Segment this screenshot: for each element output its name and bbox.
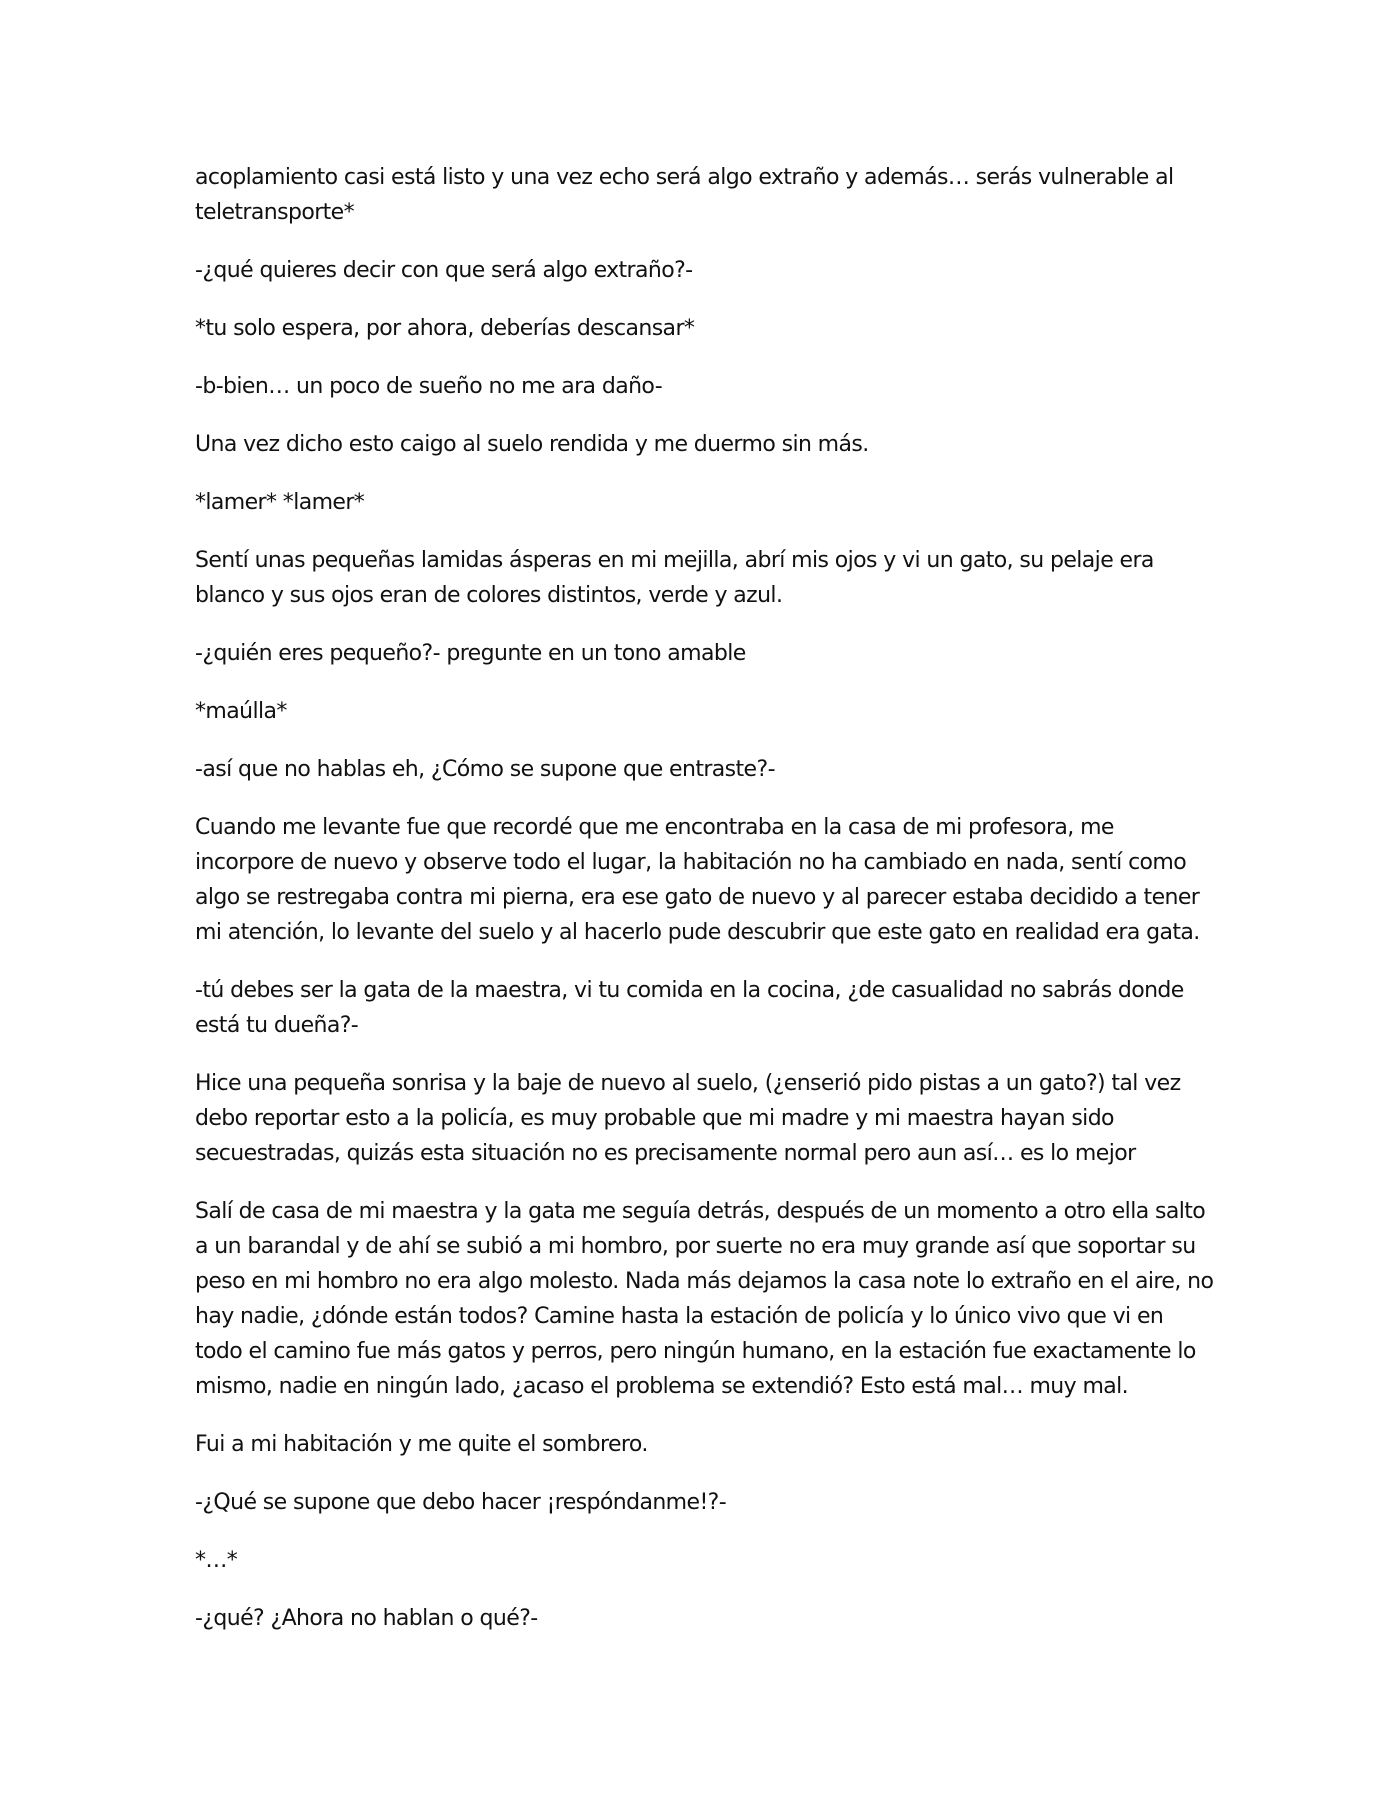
paragraph: -así que no hablas eh, ¿Cómo se supone que entraste?- — [195, 757, 775, 782]
paragraph: *maúlla* — [195, 699, 287, 724]
paragraph: *lamer* *lamer* — [195, 490, 365, 515]
paragraph: -b-bien… un poco de sueño no me ara daño- — [195, 374, 663, 399]
paragraph: -tú debes ser la gata de la maestra, vi tu comida en la cocina, ¿de casualidad no sabrás donde está tu dueña?- — [195, 978, 1184, 1038]
paragraph: *…* — [195, 1548, 238, 1573]
paragraph: Una vez dicho esto caigo al suelo rendida y me duermo sin más. — [195, 432, 869, 457]
paragraph: -¿quién eres pequeño?- pregunte en un tono amable — [195, 641, 746, 666]
paragraph: Cuando me levante fue que recordé que me encontraba en la casa de mi profesora, me incorpore de nuevo y observe todo el lugar, la habitación no ha cambiado en nada, sentí como algo se restregaba contra mi pierna, era ese gato de nuevo y al parecer estaba decidido a tener mi atención, lo levante del suelo y al hacerlo pude descubrir que este gato en realidad era gata. — [195, 815, 1200, 945]
paragraph: Sentí unas pequeñas lamidas ásperas en mi mejilla, abrí mis ojos y vi un gato, su pelaje era blanco y sus ojos eran de colores distintos, verde y azul. — [195, 548, 1154, 608]
paragraph: -¿qué quieres decir con que será algo extraño?- — [195, 258, 693, 283]
paragraph: *tu solo espera, por ahora, deberías descansar* — [195, 316, 695, 341]
paragraph: -¿Qué se supone que debo hacer ¡respóndanme!?- — [195, 1490, 727, 1515]
document-body — [195, 160, 1215, 1659]
paragraph: -¿qué? ¿Ahora no hablan o qué?- — [195, 1606, 538, 1631]
paragraph: acoplamiento casi está listo y una vez echo será algo extraño y además… serás vulnerable al teletransporte* — [195, 165, 1174, 225]
paragraph: Hice una pequeña sonrisa y la baje de nuevo al suelo, (¿enserió pido pistas a un gato?) tal vez debo reportar esto a la policía, es muy probable que mi madre y mi maestra hayan sido secuestradas, quizás esta situación no es precisamente normal pero aun así… es lo mejor — [195, 1071, 1181, 1166]
paragraph: Salí de casa de mi maestra y la gata me seguía detrás, después de un momento a otro ella salto a un barandal y de ahí se subió a mi hombro, por suerte no era muy grande así que soportar su peso en mi hombro no era algo molesto. Nada más dejamos la casa note lo extraño en el aire, no hay nadie, ¿dónde están todos? Camine hasta la estación de policía y lo único vivo que vi en todo el camino fue más gatos y perros, pero ningún humano, en la estación fue exactamente lo mismo, nadie en ningún lado, ¿acaso el problema se extendió? Esto está mal… muy mal. — [195, 1199, 1214, 1399]
paragraph: Fui a mi habitación y me quite el sombrero. — [195, 1432, 648, 1457]
